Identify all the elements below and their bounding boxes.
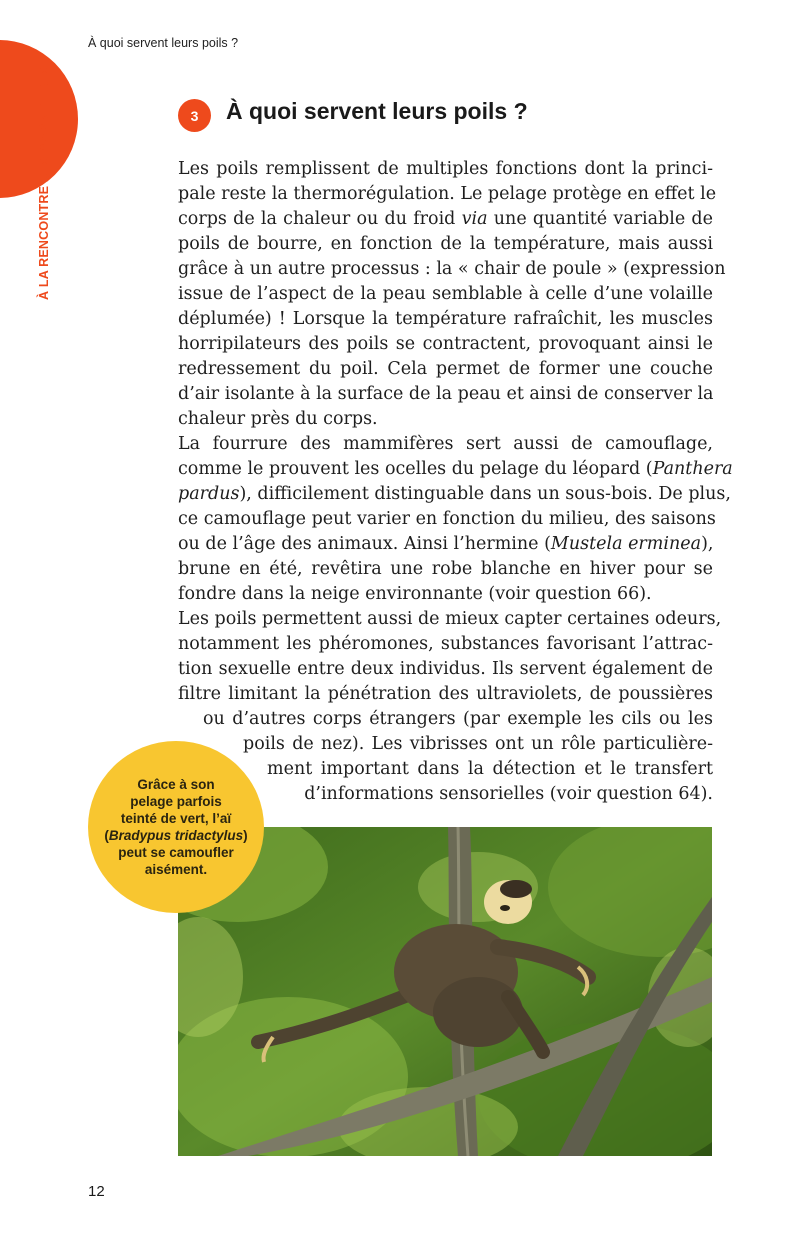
italic-term: pardus [178, 484, 240, 504]
text-line: ce camouflage peut varier en fonction du milieu, des saisons [178, 509, 716, 529]
text-line: redressement du poil. Cela permet de former une couche [178, 359, 713, 379]
text-line: Les poils permettent aussi de mieux capter certaines odeurs, [178, 609, 722, 629]
text-line: horripilateurs des poils se contractent, provoquant ainsi le [178, 334, 713, 354]
text-line: déplumée) ! Lorsque la température rafraîchit, les muscles [178, 309, 713, 329]
text-line: tion sexuelle entre deux individus. Ils servent également de [178, 659, 713, 679]
chapter-section-label: À LA RENCONTRE DES MAMMIFÈRES [37, 64, 51, 300]
photo-caption-bubble [88, 741, 264, 913]
text-line: poils de nez). Les vibrisses ont un rôle particulière- [243, 734, 713, 754]
text-line: chaleur près du corps. [178, 409, 378, 429]
text-line: ment important dans la détection et le transfert [267, 759, 713, 779]
sloth-illustration [178, 827, 712, 1156]
text-line: ou d’autres corps étrangers (par exemple les cils ou les [203, 709, 713, 729]
text-line: issue de l’aspect de la peau semblable à celle d’une volaille [178, 284, 713, 304]
text-line: La fourrure des mammifères sert aussi de camouflage, [178, 434, 713, 454]
text-line: grâce à un autre processus : la « chair de poule » (expression [178, 259, 726, 279]
photo-caption: Grâce à son pelage parfois teinté de vert, l’aï (Bradypus tridactylus) peut se camoufler aisément. [104, 777, 248, 877]
text-line: brune en été, revêtira une robe blanche en hiver pour se [178, 559, 713, 579]
text-line: poils de bourre, en fonction de la température, mais aussi [178, 234, 713, 254]
page-number: 12 [88, 1183, 105, 1200]
page-title: À quoi servent leurs poils ? [226, 98, 528, 124]
text-line: ou de l’âge des animaux. Ainsi l’hermine (Mustela erminea), [178, 534, 714, 554]
sloth-photo [178, 827, 712, 1156]
italic-term: via [461, 209, 488, 229]
text-line: comme le prouvent les ocelles du pelage du léopard (Panthera [178, 459, 733, 479]
text-line: corps de la chaleur ou du froid via une quantité variable de [178, 209, 713, 229]
article-body [178, 157, 733, 807]
text-line: notamment les phéromones, substances favorisant l’attrac- [178, 634, 713, 654]
text-line: filtre limitant la pénétration des ultraviolets, de poussières [178, 684, 713, 704]
text-line: pale reste la thermorégulation. Le pelage protège en effet le [178, 184, 717, 204]
text-line: d’informations sensorielles (voir question 64). [304, 784, 713, 804]
text-line: Les poils remplissent de multiples fonctions dont la princi- [178, 159, 713, 179]
running-header: À quoi servent leurs poils ? [88, 36, 239, 50]
italic-term: Bradypus tridactylus [108, 828, 244, 843]
text-line: d’air isolante à la surface de la peau et ainsi de conserver la [178, 384, 714, 404]
text-line: fondre dans la neige environnante (voir question 66). [178, 584, 652, 604]
italic-term: Panthera [652, 459, 733, 479]
text-line: pardus), difficilement distinguable dans un sous-bois. De plus, [178, 484, 731, 504]
question-number-badge: 3 [178, 99, 211, 132]
italic-term: Mustela erminea [550, 534, 702, 554]
